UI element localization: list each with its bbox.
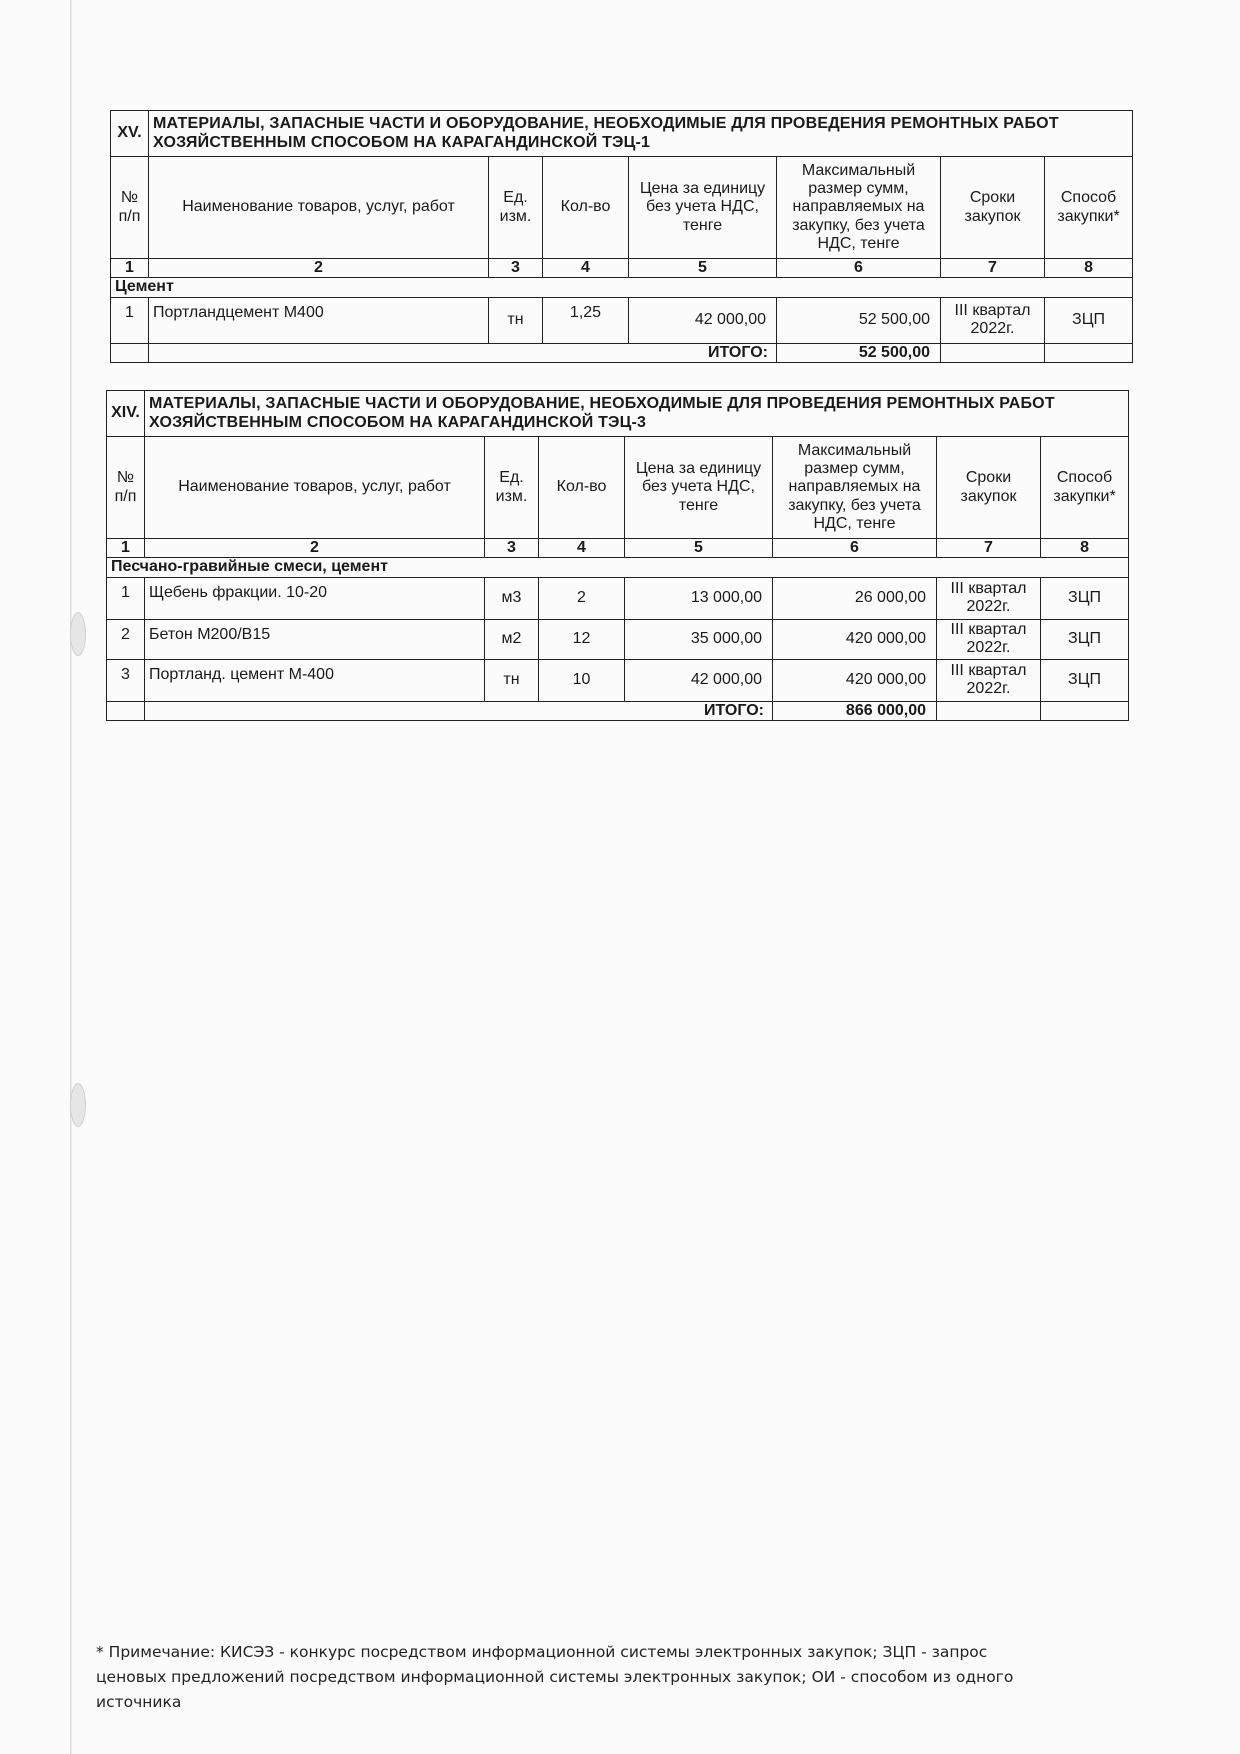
section-title: МАТЕРИАЛЫ, ЗАПАСНЫЕ ЧАСТИ И ОБОРУДОВАНИЕ, НЕОБХОДИМЫЕ ДЛЯ ПРОВЕДЕНИЯ РЕМОНТНЫХ РАБОТ ХОЗЯЙСТВЕННЫМ СПОСОБОМ НА КАРАГАНДИНСКОЙ ТЭЦ-1 [149, 111, 1133, 157]
row-price: 13 000,00 [625, 577, 773, 619]
row-num: 2 [107, 619, 145, 659]
header-price: Цена за единицу без учета НДС, тенге [625, 437, 773, 539]
row-qty: 12 [539, 619, 625, 659]
row-sum: 26 000,00 [773, 577, 937, 619]
row-method: ЗЦП [1041, 659, 1129, 701]
procurement-table-tec1 [110, 110, 1133, 363]
row-unit: тн [485, 659, 539, 701]
row-price: 42 000,00 [625, 659, 773, 701]
row-num: 1 [107, 577, 145, 619]
column-number: 7 [937, 539, 1041, 558]
row-sum: 420 000,00 [773, 619, 937, 659]
total-value: 52 500,00 [777, 343, 941, 362]
row-name: Портланд. цемент М-400 [145, 659, 485, 701]
total-row [111, 343, 1133, 362]
table-row [107, 577, 1129, 619]
table-row [107, 619, 1129, 659]
row-qty: 10 [539, 659, 625, 701]
section-number: XV. [111, 111, 149, 157]
total-empty [107, 701, 145, 720]
row-unit: м3 [485, 577, 539, 619]
group-label: Песчано-гравийные смеси, цемент [107, 558, 1129, 577]
footnote: * Примечание: КИСЭЗ - конкурс посредством информационной системы электронных закупок; ЗЦП - запрос ценовых предложений посредством информационной системы электронных закупок; ОИ - способом из одного источника [96, 1643, 1014, 1711]
row-name: Портландцемент М400 [149, 297, 489, 343]
total-label: ИТОГО: [149, 343, 777, 362]
header-method: Способ закупки* [1045, 157, 1133, 259]
column-number: 3 [485, 539, 539, 558]
row-period: III квартал 2022г. [937, 659, 1041, 701]
header-unit: Ед. изм. [485, 437, 539, 539]
punch-hole-top [70, 612, 86, 656]
total-empty [111, 343, 149, 362]
row-qty: 2 [539, 577, 625, 619]
header-period: Сроки закупок [937, 437, 1041, 539]
row-period: III квартал 2022г. [937, 577, 1041, 619]
row-unit: тн [489, 297, 543, 343]
header-max-sum: Максимальный размер сумм, направляемых на закупку, без учета НДС, тенге [773, 437, 937, 539]
row-qty: 1,25 [543, 297, 629, 343]
row-price: 35 000,00 [625, 619, 773, 659]
column-number-row [107, 539, 1129, 558]
column-number: 6 [773, 539, 937, 558]
total-empty [941, 343, 1045, 362]
total-empty [937, 701, 1041, 720]
column-number: 7 [941, 259, 1045, 278]
row-period: III квартал 2022г. [937, 619, 1041, 659]
procurement-table-tec3 [106, 390, 1129, 721]
column-header-row [111, 157, 1133, 259]
punch-hole-bottom [70, 1083, 86, 1127]
row-num: 3 [107, 659, 145, 701]
total-value: 866 000,00 [773, 701, 937, 720]
header-method: Способ закупки* [1041, 437, 1129, 539]
section-title: МАТЕРИАЛЫ, ЗАПАСНЫЕ ЧАСТИ И ОБОРУДОВАНИЕ, НЕОБХОДИМЫЕ ДЛЯ ПРОВЕДЕНИЯ РЕМОНТНЫХ РАБОТ ХОЗЯЙСТВЕННЫМ СПОСОБОМ НА КАРАГАНДИНСКОЙ ТЭЦ-3 [145, 391, 1129, 437]
total-label: ИТОГО: [145, 701, 773, 720]
header-qty: Кол-во [543, 157, 629, 259]
header-num: № п/п [111, 157, 149, 259]
column-number: 6 [777, 259, 941, 278]
column-number: 4 [539, 539, 625, 558]
table-row [107, 659, 1129, 701]
header-unit: Ед. изм. [489, 157, 543, 259]
column-number: 5 [629, 259, 777, 278]
section-header-row [107, 391, 1129, 437]
header-period: Сроки закупок [941, 157, 1045, 259]
header-price: Цена за единицу без учета НДС, тенге [629, 157, 777, 259]
column-number: 1 [111, 259, 149, 278]
group-row [111, 278, 1133, 297]
page-edge [70, 0, 72, 1754]
header-max-sum: Максимальный размер сумм, направляемых на закупку, без учета НДС, тенге [777, 157, 941, 259]
column-number: 1 [107, 539, 145, 558]
row-name: Бетон М200/В15 [145, 619, 485, 659]
column-header-row [107, 437, 1129, 539]
row-sum: 420 000,00 [773, 659, 937, 701]
header-name: Наименование товаров, услуг, работ [145, 437, 485, 539]
row-sum: 52 500,00 [777, 297, 941, 343]
section-number: XIV. [107, 391, 145, 437]
header-num: № п/п [107, 437, 145, 539]
total-empty [1045, 343, 1133, 362]
column-number: 4 [543, 259, 629, 278]
row-price: 42 000,00 [629, 297, 777, 343]
group-label: Цемент [111, 278, 1133, 297]
row-num: 1 [111, 297, 149, 343]
column-number: 2 [149, 259, 489, 278]
column-number: 3 [489, 259, 543, 278]
column-number: 8 [1041, 539, 1129, 558]
column-number: 5 [625, 539, 773, 558]
total-row [107, 701, 1129, 720]
row-method: ЗЦП [1045, 297, 1133, 343]
column-number-row [111, 259, 1133, 278]
section-header-row [111, 111, 1133, 157]
table-row [111, 297, 1133, 343]
header-qty: Кол-во [539, 437, 625, 539]
row-method: ЗЦП [1041, 619, 1129, 659]
header-name: Наименование товаров, услуг, работ [149, 157, 489, 259]
row-period: III квартал 2022г. [941, 297, 1045, 343]
row-unit: м2 [485, 619, 539, 659]
group-row [107, 558, 1129, 577]
total-empty [1041, 701, 1129, 720]
row-name: Щебень фракции. 10-20 [145, 577, 485, 619]
row-method: ЗЦП [1041, 577, 1129, 619]
column-number: 2 [145, 539, 485, 558]
column-number: 8 [1045, 259, 1133, 278]
